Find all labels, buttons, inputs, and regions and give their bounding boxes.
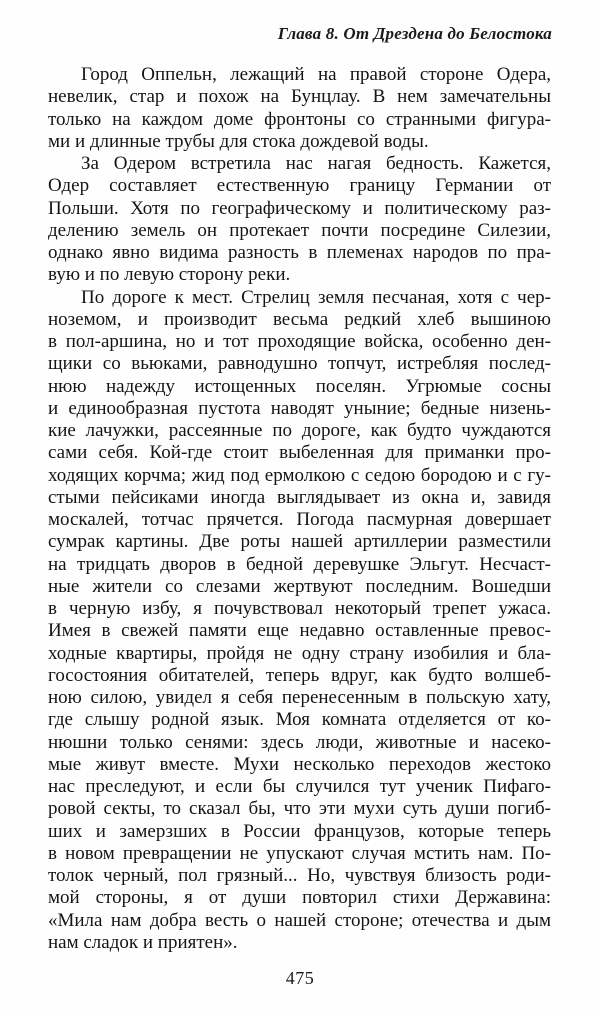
text-line: По дороге к мест. Стрелиц земля песчаная, хотя с чер- [81, 286, 551, 308]
text-line: ноземом, и производит весьма редкий хлеб вышиною [48, 308, 551, 330]
text-line: Одер составляет естественную границу Германии от [48, 175, 551, 197]
text-line: сами себя. Кой-где стоит выбеленная для приманки про- [48, 442, 551, 464]
text-line: мые живут вместе. Мухи несколько переходов жестоко [48, 753, 551, 775]
paragraph [48, 64, 551, 153]
text-line: сумрак картины. Две роты нашей артиллерии разместили [48, 531, 551, 553]
text-line: на тридцать дворов в бедной деревушке Эльгут. Несчаст- [48, 553, 551, 575]
text-line: «Мила нам добра весть о нашей стороне; отечества и дым [48, 909, 551, 931]
text-line: мой стороны, я от души повторил стихи Державина: [48, 887, 551, 909]
text-line: нюю надежду истощенных поселян. Угрюмые сосны [48, 375, 551, 397]
text-line: ною силою, увидел я себя перенесенным в польскую хату, [48, 687, 551, 708]
text-line: кие лачужки, рассеянные по дороге, как будто чуждаются [48, 420, 551, 441]
text-line: вую и по левую сторону реки. [48, 264, 291, 286]
text-line: ходные квартиры, пройдя не одну страну изобилия и бла- [48, 642, 551, 664]
text-line: щики со вьюками, равнодушно топчут, истребляя послед- [48, 353, 551, 375]
text-line: За Одером встретила нас нагая бедность. Кажется, [81, 153, 551, 174]
text-line: нюшни только сенями: здесь люди, животные и насеко- [48, 731, 551, 753]
text-line: нас преследуют, и если бы случился тут ученик Пифаго- [48, 776, 551, 797]
text-line: однако явно видима разность в племенах народов по пра- [48, 242, 551, 263]
text-line: нам сладок и приятен». [48, 931, 238, 953]
text-line: и единообразная пустота наводят уныние; бедные низень- [48, 397, 551, 419]
text-line: ходящих корчма; жид под ермолкою с седою бородою и с гу- [48, 464, 551, 486]
text-line: Имея в свежей памяти еще недавно оставленные превос- [48, 620, 551, 642]
text-line: Город Оппельн, лежащий на правой стороне Одера, [81, 64, 551, 85]
text-line: толок черный, пол грязный... Но, чувствуя близость роди- [48, 865, 551, 886]
page-text [48, 64, 551, 954]
text-line: ми и длинные трубы для стока дождевой воды. [48, 130, 429, 152]
text-line: москалей, тотчас прячется. Погода пасмурная довершает [48, 509, 551, 530]
text-line: госостояния обитателей, теперь вдруг, как будто волшеб- [48, 664, 551, 686]
paragraph [48, 287, 551, 955]
text-line: ших и замерзших в России французов, которые теперь [48, 820, 551, 842]
running-header: Глава 8. От Дрездена до Белостока [277, 24, 552, 43]
text-line: в пол-аршина, но и тот проходящие войска, особенно ден- [48, 331, 551, 352]
text-line: ные жители со слезами жертвуют последним. Вошедши [48, 575, 551, 597]
page-number: 475 [285, 968, 315, 988]
text-line: только на каждом доме фронтоны со странными фигура- [48, 108, 551, 130]
paragraph [48, 153, 551, 287]
text-line: в новом превращении не упускают случая мстить нам. По- [48, 842, 551, 864]
text-line: Польши. Хотя по географическому и политическому раз- [48, 197, 551, 219]
text-line: в черную избу, я почувствовал некоторый трепет ужаса. [48, 598, 551, 619]
text-line: невелик, стар и похож на Бунцлау. В нем замечательны [48, 86, 551, 108]
text-line: ровой секты, то сказал бы, что эти мухи суть души погиб- [48, 798, 551, 820]
text-line: где слышу родной язык. Моя комната отделяется от ко- [48, 709, 551, 731]
text-line: стыми пейсиками иногда выглядывает из окна и, завидя [48, 486, 551, 508]
text-line: делению земель он протекает почти посредине Силезии, [48, 219, 551, 241]
